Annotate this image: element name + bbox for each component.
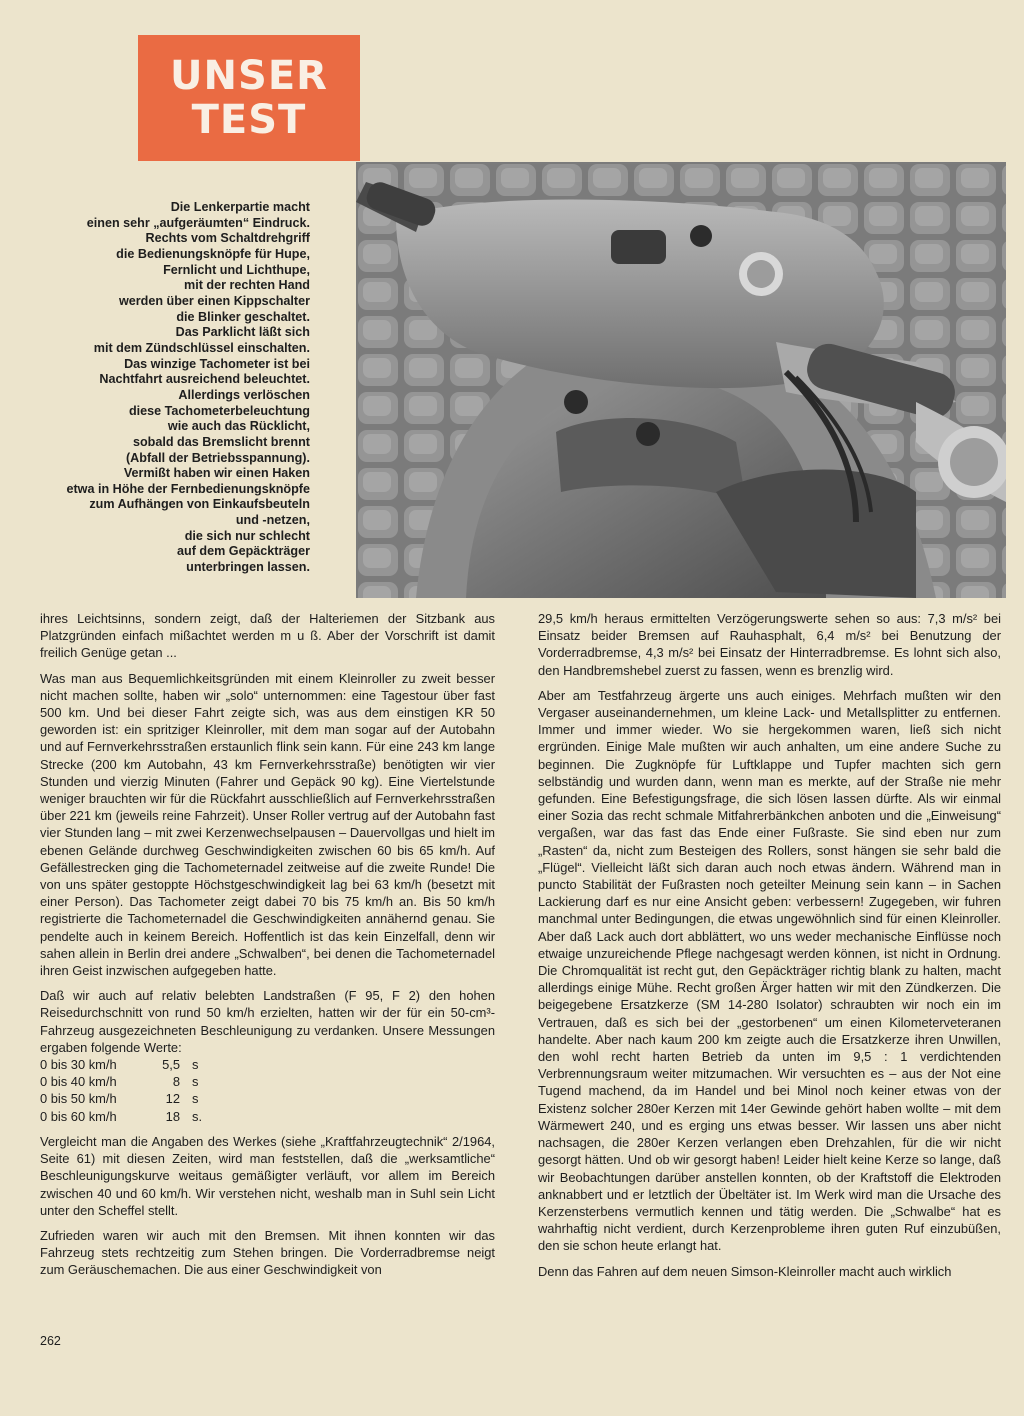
speed-range: 0 bis 50 km/h bbox=[40, 1091, 117, 1107]
caption-line: Vermißt haben wir einen Haken bbox=[123, 466, 310, 481]
section-banner bbox=[138, 35, 360, 161]
caption-line: Das winzige Tachometer ist bei bbox=[124, 356, 310, 371]
caption-line: Fernlicht und Lichthupe, bbox=[163, 262, 310, 277]
caption-line: Die Lenkerpartie macht bbox=[170, 200, 310, 214]
article-column-right bbox=[538, 610, 1001, 1288]
time-value: 8 bbox=[172, 1074, 180, 1090]
caption-line: unterbringen lassen. bbox=[186, 560, 310, 575]
scooter-handlebar-photo bbox=[356, 162, 1006, 598]
time-unit: s. bbox=[192, 1108, 203, 1124]
article-column-left bbox=[40, 610, 495, 1287]
speed-range: 0 bis 60 km/h bbox=[40, 1108, 117, 1124]
caption-line: Das Parklicht läßt sich bbox=[175, 325, 310, 340]
speed-range: 0 bis 40 km/h bbox=[40, 1074, 117, 1090]
banner-line-1: UNSER bbox=[170, 53, 328, 99]
paragraph: Denn das Fahren auf dem neuen Simson-Kleinroller macht auch wirklich bbox=[538, 1263, 952, 1279]
time-value: 18 bbox=[165, 1108, 180, 1124]
paragraph: Vergleicht man die Angaben des Werkes (siehe „Kraftfahrzeugtechnik“ 2/1964, Seite 61) mit diesen Zeiten, wird man feststellen, daß die „werksamtliche“ Beschleunigungskurve weitaus gemäßigter verläuft, vor allem im Bereich zwischen 40 und 60 km/h. Wir verstehen nicht, weshalb man in Suhl sein Licht unter den Scheffel stellt. bbox=[40, 1133, 495, 1218]
caption-line: mit der rechten Hand bbox=[184, 278, 310, 293]
acceleration-row bbox=[40, 1108, 495, 1125]
time-unit: s bbox=[192, 1091, 199, 1107]
caption-line: etwa in Höhe der Fernbedienungsknöpfe bbox=[66, 481, 310, 496]
paragraph: 29,5 km/h heraus ermittelten Verzögerungswerte sehen so aus: 7,3 m/s² bei Einsatz beider Bremsen auf Rauhasphalt, 6,4 m/s² bei Benutzung der Vorderradbremse, 4,3 m/s² bei Einsatz der Hinterradbremse. Es lohnt sich also, den Handbremshebel zuerst zu fassen, wenn es brenzlig wird. bbox=[538, 611, 1001, 678]
caption-line: Rechts vom Schaltdrehgriff bbox=[145, 231, 310, 246]
acceleration-table bbox=[40, 1056, 495, 1125]
paragraph: Daß wir auch auf relativ belebten Landstraßen (F 95, F 2) den hohen Reisedurchschnitt von rund 50 km/h erzielten, hatten wir der für ein 50-cm³-Fahrzeug ausgezeichneten Beschleunigung zu verdanken. Unsere Messungen ergaben folgende Werte: bbox=[40, 988, 495, 1055]
paragraph: ihres Leichtsinns, sondern zeigt, daß der Halteriemen der Sitzbank aus Platzgründen einfach mißachtet werden m u ß. Aber der Vorschrift ist damit freilich Genüge getan ... bbox=[40, 611, 495, 661]
banner-line-2: TEST bbox=[191, 97, 307, 143]
photo-caption bbox=[52, 200, 310, 576]
caption-line: die sich nur schlecht bbox=[184, 528, 310, 543]
caption-line: und -netzen, bbox=[235, 513, 310, 528]
caption-line: (Abfall der Betriebsspannung). bbox=[125, 450, 310, 465]
paragraph: Was man aus Bequemlichkeitsgründen mit einem Kleinroller zu zweit besser nicht machen sollte, haben wir „solo“ unternommen: eine Tagestour über fast 500 km. Und bei dieser Fahrt zeigte sich, was aus dem einstigen KR 50 geworden ist: ein spritziger Kleinroller, mit dem man sogar auf der Autobahn und auf Fernverkehrsstraßen erstaunlich flink sein kann. Für eine 243 km lange Strecke (200 km Autobahn, 43 km Fernverkehrsstraße) benötigten wir vier Stunden und vierzig Minuten (Fahrer und Gepäck 90 kg). Eine Viertelstunde weniger brauchten wir für die Rückfahrt ausschließlich auf Fernverkehrsstraßen über 221 km (jeweils reine Fahrzeit). Unser Roller vertrug auf der Autobahn fast vier Stunden lang – mit zwei Kerzenwechselpausen – Dauervollgas und hielt im ebenen Gelände durchweg Geschwindigkeiten zwischen 60 bis 65 km/h. Auf Gefällestrecken ging die Tachometernadel zeitweise auf die zweite Runde! Die von uns später gestoppte Höchstgeschwindigkeit lag bei 63 km/h (besetzt mit einer Person). Das Tachometer zeigt dabei 70 bis 75 km/h an. Bis 50 km/h registrierte die Tachometernadel die Geschwindigkeiten annähernd genau. Sie pendelte auch in keinem Bereich. Hoffentlich ist das kein Einzelfall, denn wir sahen allein in Berlin drei andere „Schwalben“, bei denen die Tachometernadel ihren Geist inzwischen aufgegeben hatte. bbox=[40, 670, 495, 979]
paragraph: Aber am Testfahrzeug ärgerte uns auch einiges. Mehrfach mußten wir den Vergaser auseinandernehmen, um kleine Lack- und Metallsplitter zu entfernen. Immer und immer wieder. Wo sie hergekommen waren, ließ sich nicht ergründen. Einige Male mußten wir auch anhalten, um eine andere Suche zu beginnen. Die Zugknöpfe für Luftklappe und Tupfer machten sich gern selbständig und wurden dann, wenn man es merkte, auf der Straße nie mehr gefunden. Eine Befestigungsfrage, die sich lösen lassen dürfte. Als wir einmal einer Sozia das recht schmale Mitfahrerbänkchen anboten und die „Einweisung“ vergaßen, war das fast das Ende einer Fußraste. Sie sind eben nur zum „Rasten“ da, nicht zum Besteigen des Rollers, sonst hängen sie sehr bald die „Flügel“. Vielleicht läßt sich daran auch noch etwas ändern. Während man in puncto Stabilität der Fußrasten noch geteilter Meinung sein kann – in Sachen Lackierung darf es nur eine Ansicht geben: verbessern! Zugegeben, wir fuhren manchmal unter Bedingungen, die etwas ungewöhnlich sind für einen Kleinroller. Aber daß Lack auch dort abblättert, wo uns weder mechanische Einflüsse noch etwaige unzureichende Pflege nachgesagt werden können, ist nicht in Ordnung. Die Chromqualität ist recht gut, den Gepäckträger richtig blank zu halten, macht allerdings einige Mühe. Recht großen Ärger hatten wir mit den Zündkerzen. Die beigegebene Ersatzkerze (SM 14-280 Isolator) schraubten wir noch ein im Vertrauen, daß es sich bei der „gestorbenen“ um einen Kilometerveteranen handelte. Aber nach kaum 200 km zeigte auch die Ersatzkerze ihren Unwillen, den wohl recht harten Betrieb da unten im 9,5 : 1 verdichtenden Verbrennungsraum weiter mitzumachen. Wir versuchten es – aus der Not eine Tugend machend, da im Handel und bei Minol noch keiner etwas von der Existenz solcher 280er Kerzen mit 14er Gewinde gehört haben wollte – mit dem Wärmewert 240, und es erging uns etwas besser. Wir lassen uns aber nicht nachsagen, die 280er Kerzen verlangen eben Drehzahlen, für die wir nicht gesorgt hätten. Und ob wir gesorgt haben! Leider hielt keine Kerze so lange, daß wir Beobachtungen darüber anstellen konnten, ob der Kraftstoff die Elektroden anknabbert und er letztlich der Übeltäter ist. Im Werk wird man die Ursache des Kerzensterbens vermutlich kennen und tätig werden. Die „Schwalbe“ hat es wahrhaftig nicht verdient, durch Kerzenprobleme ihren guten Ruf einzubüßen, den sie schon heute erlangt hat. bbox=[538, 687, 1001, 1254]
caption-line: sobald das Bremslicht brennt bbox=[132, 434, 310, 449]
paragraph: Zufrieden waren wir auch mit den Bremsen. Mit ihnen konnten wir das Fahrzeug stets rechtzeitig zum Stehen bringen. Die Vorderradbremse neigt zum Geräuschemachen. Die aus einer Geschwindigkeit von bbox=[40, 1227, 495, 1278]
caption-line: werden über einen Kippschalter bbox=[118, 293, 310, 308]
acceleration-row bbox=[40, 1090, 495, 1107]
acceleration-row bbox=[40, 1073, 495, 1090]
caption-line: Allerdings verlöschen bbox=[178, 387, 310, 402]
caption-line: diese Tachometerbeleuchtung bbox=[128, 403, 310, 418]
time-unit: s bbox=[192, 1057, 199, 1073]
caption-line: auf dem Gepäckträger bbox=[177, 544, 310, 559]
caption-line: die Bedienungsknöpfe für Hupe, bbox=[116, 246, 310, 261]
caption-line: zum Aufhängen von Einkaufsbeuteln bbox=[89, 497, 310, 512]
caption-line: einen sehr „aufgeräumten“ Eindruck. bbox=[86, 215, 310, 230]
time-value: 12 bbox=[165, 1091, 180, 1107]
caption-line: mit dem Zündschlüssel einschalten. bbox=[93, 340, 310, 355]
time-value: 5,5 bbox=[162, 1057, 180, 1073]
caption-line: die Blinker geschaltet. bbox=[176, 309, 310, 324]
caption-line: wie auch das Rücklicht, bbox=[167, 419, 310, 434]
speed-range: 0 bis 30 km/h bbox=[40, 1057, 117, 1073]
page-number: 262 bbox=[40, 1334, 61, 1348]
acceleration-row bbox=[40, 1056, 495, 1073]
time-unit: s bbox=[192, 1074, 199, 1090]
caption-line: Nachtfahrt ausreichend beleuchtet. bbox=[99, 372, 310, 387]
